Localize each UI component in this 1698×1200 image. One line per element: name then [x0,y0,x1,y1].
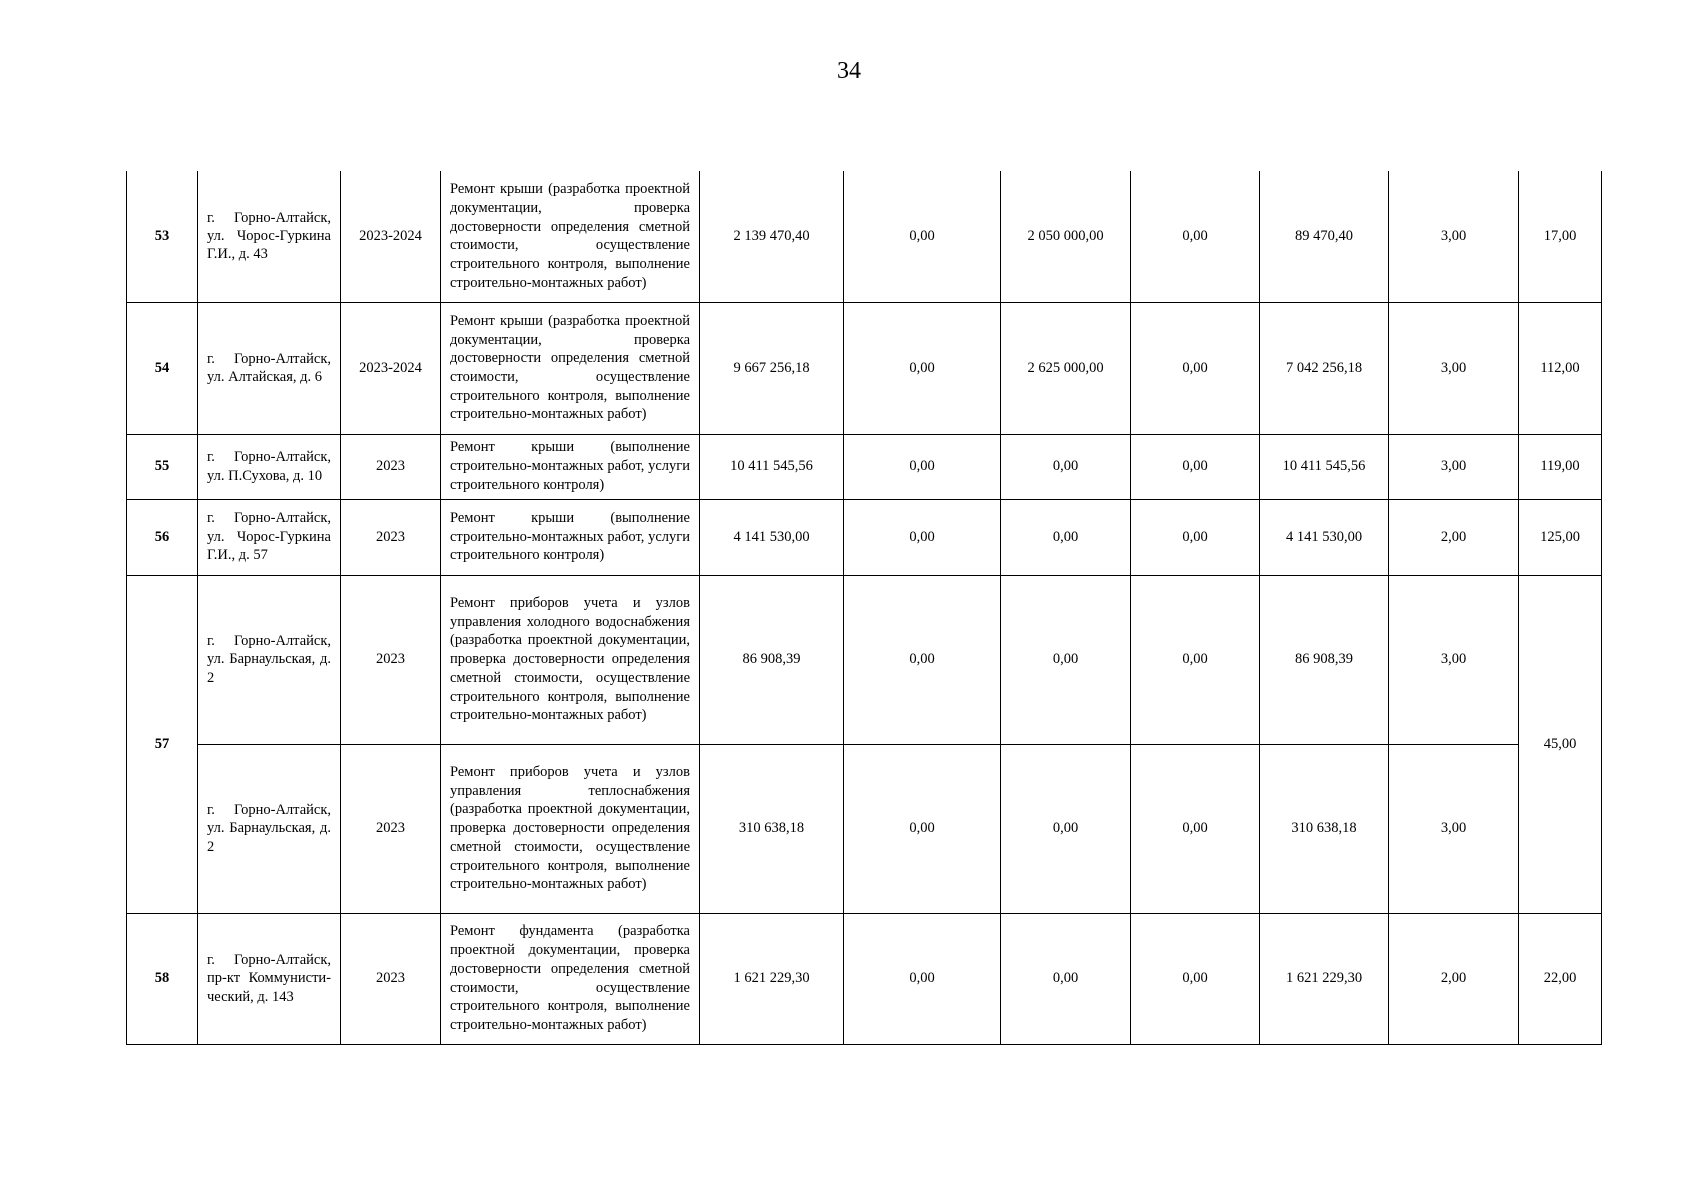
address-cell: г. Горно-Алтайск, ул. Алтайская, д. 6 [198,302,341,434]
work-type-cell: Ремонт фундамента (разработка проектной документации, проверка достоверности определения сметной стоимости, осуществление строительного контроля, выполнение строительно-монтажных работ) [441,913,700,1044]
row-number: 58 [127,913,198,1044]
cost-cell: 0,00 [1001,499,1131,575]
value-cell: 125,00 [1519,499,1602,575]
cost-cell: 4 141 530,00 [1260,499,1389,575]
table-row [127,913,1602,1044]
work-type-cell: Ремонт крыши (выполнение строительно-монтажных работ, услуги строительного контроля) [441,499,700,575]
cost-cell: 0,00 [844,575,1001,744]
cost-cell: 310 638,18 [1260,744,1389,913]
period-cell: 2023-2024 [341,302,441,434]
value-cell: 17,00 [1519,171,1602,302]
address-cell: г. Горно-Алтайск, ул. Чорос-Гуркина Г.И., д. 57 [198,499,341,575]
work-type-cell: Ремонт крыши (разработка проектной документации, проверка достоверности определения сметной стоимости, осуществление строительного контроля, выполнение строительно-монтажных работ) [441,171,700,302]
value-cell: 3,00 [1389,302,1519,434]
value-cell: 112,00 [1519,302,1602,434]
period-cell: 2023 [341,744,441,913]
cost-cell: 0,00 [1131,434,1260,499]
cost-cell: 0,00 [1001,575,1131,744]
work-type-cell: Ремонт крыши (выполнение строительно-монтажных работ, услуги строительного контроля) [441,434,700,499]
cost-cell: 0,00 [1131,302,1260,434]
total-cost-cell: 9 667 256,18 [700,302,844,434]
page-number: 34 [837,58,861,84]
address-cell: г. Горно-Алтайск, ул. Барнаульская, д. 2 [198,744,341,913]
table-row [127,744,1602,913]
row-number: 56 [127,499,198,575]
cost-cell: 0,00 [844,744,1001,913]
cost-cell: 0,00 [844,434,1001,499]
cost-cell: 0,00 [1001,434,1131,499]
period-cell: 2023 [341,499,441,575]
total-cost-cell: 10 411 545,56 [700,434,844,499]
cost-cell: 2 050 000,00 [1001,171,1131,302]
total-cost-cell: 1 621 229,30 [700,913,844,1044]
work-type-cell: Ремонт приборов учета и узлов управления холодного водоснабжения (разработка проектной документации, проверка достоверности определения сметной стоимости, осуществление строительного контроля, выполнение строительно-монтажных работ) [441,575,700,744]
value-cell: 45,00 [1519,575,1602,913]
cost-cell: 0,00 [1001,744,1131,913]
cost-cell: 0,00 [844,499,1001,575]
cost-cell: 89 470,40 [1260,171,1389,302]
work-type-cell: Ремонт приборов учета и узлов управления теплоснабжения (разработка проектной документации, проверка достоверности определения сметной стоимости, осуществление строительного контроля, выполнение строительно-монтажных работ) [441,744,700,913]
repair-program-table [126,171,1602,1045]
cost-cell: 0,00 [1131,171,1260,302]
total-cost-cell: 2 139 470,40 [700,171,844,302]
row-number: 54 [127,302,198,434]
cost-cell: 2 625 000,00 [1001,302,1131,434]
address-cell: г. Горно-Алтайск, ул. Чорос-Гуркина Г.И., д. 43 [198,171,341,302]
row-number: 53 [127,171,198,302]
cost-cell: 0,00 [844,913,1001,1044]
work-type-cell: Ремонт крыши (разработка проектной документации, проверка достоверности определения сметной стоимости, осуществление строительного контроля, выполнение строительно-монтажных работ) [441,302,700,434]
value-cell: 3,00 [1389,171,1519,302]
value-cell: 2,00 [1389,499,1519,575]
value-cell: 3,00 [1389,744,1519,913]
address-cell: г. Горно-Алтайск, ул. П.Сухова, д. 10 [198,434,341,499]
table-row [127,575,1602,744]
value-cell: 3,00 [1389,575,1519,744]
value-cell: 2,00 [1389,913,1519,1044]
period-cell: 2023 [341,434,441,499]
table-row [127,302,1602,434]
cost-cell: 0,00 [1131,744,1260,913]
address-cell: г. Горно-Алтайск, пр-кт Коммунисти-ческий, д. 143 [198,913,341,1044]
total-cost-cell: 310 638,18 [700,744,844,913]
cost-cell: 1 621 229,30 [1260,913,1389,1044]
cost-cell: 0,00 [1131,913,1260,1044]
total-cost-cell: 4 141 530,00 [700,499,844,575]
cost-cell: 0,00 [1131,499,1260,575]
address-cell: г. Горно-Алтайск, ул. Барнаульская, д. 2 [198,575,341,744]
period-cell: 2023 [341,913,441,1044]
cost-cell: 10 411 545,56 [1260,434,1389,499]
cost-cell: 0,00 [1001,913,1131,1044]
table-row [127,499,1602,575]
period-cell: 2023-2024 [341,171,441,302]
value-cell: 22,00 [1519,913,1602,1044]
value-cell: 3,00 [1389,434,1519,499]
row-number: 55 [127,434,198,499]
period-cell: 2023 [341,575,441,744]
row-number: 57 [127,575,198,913]
cost-cell: 86 908,39 [1260,575,1389,744]
table-row [127,171,1602,302]
cost-cell: 0,00 [844,302,1001,434]
cost-cell: 0,00 [844,171,1001,302]
value-cell: 119,00 [1519,434,1602,499]
table-row [127,434,1602,499]
total-cost-cell: 86 908,39 [700,575,844,744]
cost-cell: 7 042 256,18 [1260,302,1389,434]
cost-cell: 0,00 [1131,575,1260,744]
